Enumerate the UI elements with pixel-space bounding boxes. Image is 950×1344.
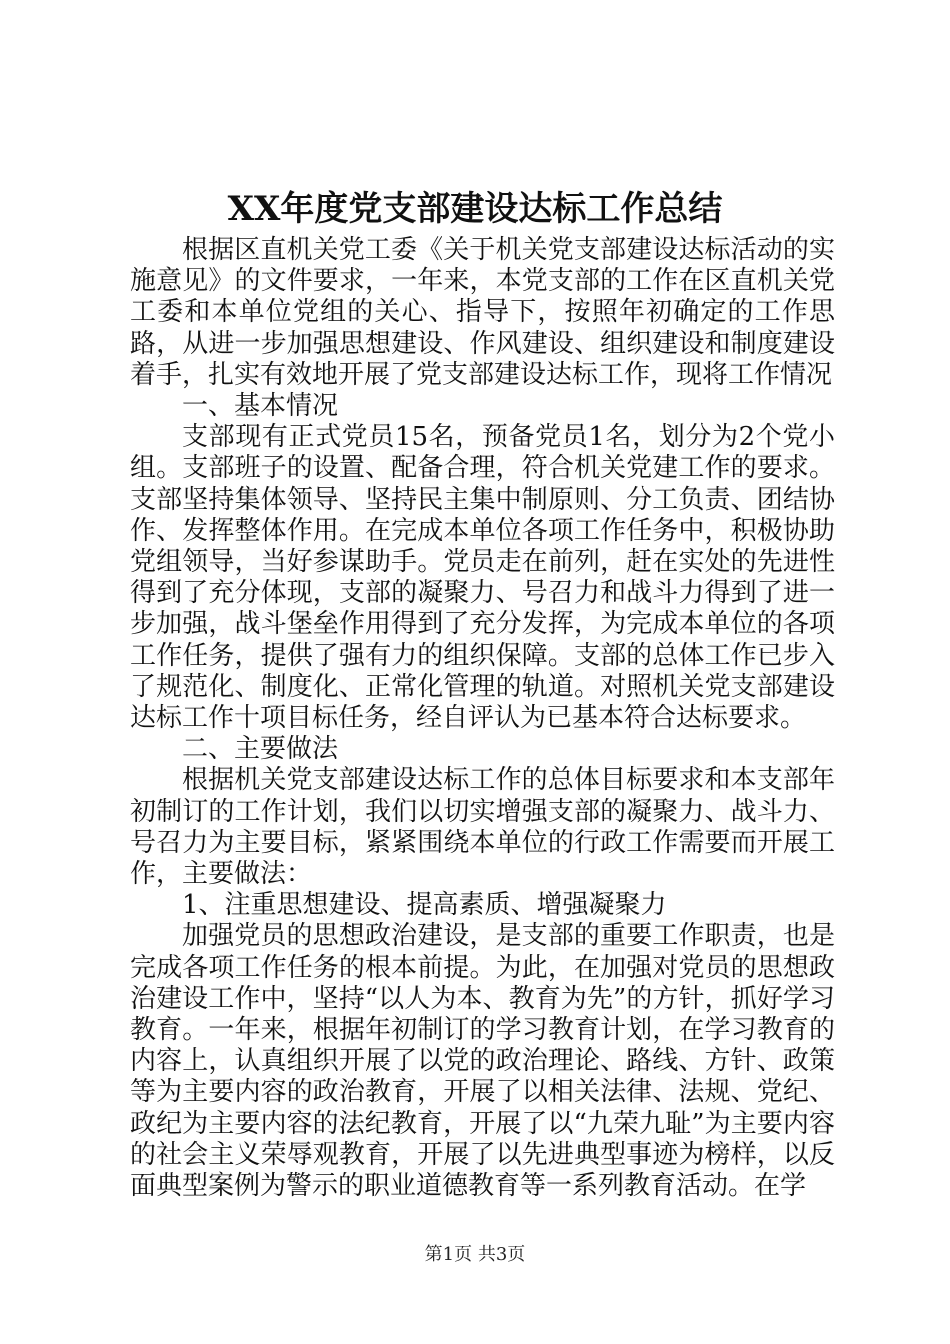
page-footer: 第1页 共3页 [424,1244,526,1265]
basic-situation-paragraph: 支部现有正式党员15名，预备党员1名，划分为2个党小组。支部班子的设置、配备合理，符合机关党建工作的要求。支部坚持集体领导、坚持民主集中制原则、分工负责、团结协作、发挥整体作用。在完成本单位各项工作任务中，积极协助党组领导，当好参谋助手。党员走在前列，赶在实处的先进性得到了充分体现，支部的凝聚力、号召力和战斗力得到了进一步加强，战斗堡垒作用得到了充分发挥，为完成本单位的各项工作任务，提供了强有力的组织保障。支部的总体工作已步入了规范化、制度化、正常化管理的轨道。对照机关党支部建设达标工作十项目标任务，经自评认为已基本符合达标要求。 [130,422,835,734]
subsection-heading-ideology: 1、注重思想建设、提高素质、增强凝聚力 [182,890,667,921]
ideology-paragraph: 加强党员的思想政治建设，是支部的重要工作职责，也是完成各项工作任务的根本前提。为此，在加强对党员的思想政治建设工作中，坚持“以人为本、教育为先”的方针，抓好学习教育。一年来，根据年初制订的学习教育计划，在学习教育的内容上，认真组织开展了以党的政治理论、路线、方针、政策等为主要内容的政治教育，开展了以相关法律、法规、党纪、政纪为主要内容的法纪教育，开展了以“九荣九耻”为主要内容的社会主义荣辱观教育，开展了以先进典型事迹为榜样，以反面典型案例为警示的职业道德教育等一系列教育活动。在学 [130,921,835,1202]
section-heading-main-practices: 二、主要做法 [182,734,339,765]
document-title: XX年度党支部建设达标工作总结 [227,189,723,229]
document-body [130,235,835,1202]
section-heading-basic-situation: 一、基本情况 [182,391,339,422]
intro-paragraph: 根据区直机关党工委《关于机关党支部建设达标活动的实施意见》的文件要求，一年来，本党支部的工作在区直机关党工委和本单位党组的关心、指导下，按照年初确定的工作思路，从进一步加强思想建设、作风建设、组织建设和制度建设着手，扎实有效地开展了党支部建设达标工作，现将工作情况 [130,235,835,390]
main-practices-paragraph: 根据机关党支部建设达标工作的总体目标要求和本支部年初制订的工作计划，我们以切实增强支部的凝聚力、战斗力、号召力为主要目标，紧紧围绕本单位的行政工作需要而开展工作，主要做法： [130,765,835,890]
